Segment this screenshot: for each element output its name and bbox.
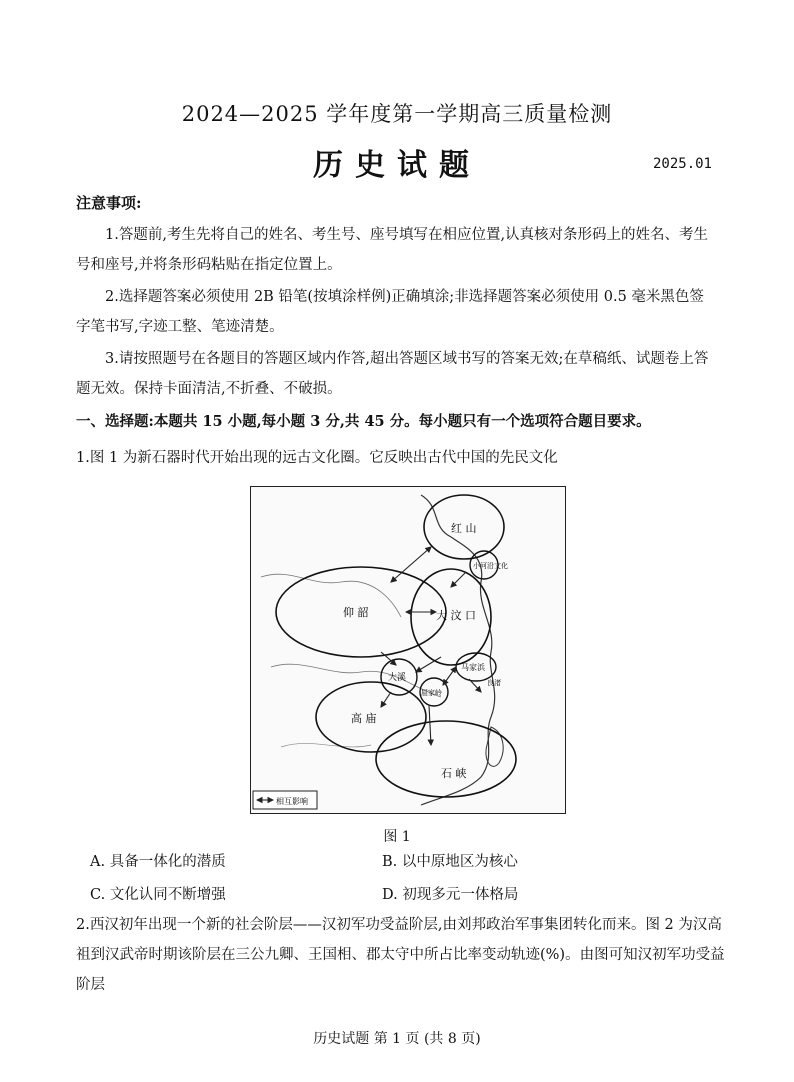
- label-xiaoheyan: 小河沿文化: [473, 562, 508, 570]
- influence-arrow: [391, 547, 431, 582]
- label-yangshao: 仰 韶: [343, 606, 369, 619]
- label-daxi: 大溪: [388, 673, 407, 683]
- notice-heading: 注意事项:: [76, 194, 142, 212]
- exam-date: 2025.01: [652, 156, 712, 172]
- influence-arrow: [416, 657, 441, 672]
- notice-item-3: 3.请按照题号在各题目的答题区域内作答,超出答题区域书写的答案无效;在草稿纸、试题卷上答题无效。保持卡面清洁,不折叠、不破损。: [76, 351, 709, 397]
- exam-title: 2024—2025 学年度第一学期高三质量检测: [181, 102, 613, 126]
- label-liangzhu: 良渚: [487, 679, 501, 687]
- legend-text: 相互影响: [276, 797, 308, 806]
- page-footer: 历史试题 第 1 页 (共 8 页): [313, 1031, 481, 1047]
- influence-arrow: [443, 667, 456, 685]
- section-title: 一、选择题:本题共 15 小题,每小题 3 分,共 45 分。每小题只有一个选项符合题目要求。: [76, 413, 651, 430]
- subject-title: 历史试题: [313, 148, 481, 183]
- label-qujialing: 屈家岭: [421, 689, 442, 697]
- option-a[interactable]: A. 具备一体化的潜质: [90, 854, 226, 870]
- figure-1-caption: 图 1: [383, 829, 411, 845]
- option-b[interactable]: B. 以中原地区为核心: [382, 854, 518, 870]
- influence-arrow: [381, 692, 391, 707]
- coastline: [421, 495, 495, 805]
- label-dawenkou: 大 汶 口: [436, 609, 476, 622]
- influence-arrow: [451, 572, 466, 587]
- notice-item-2: 2.选择题答案必须使用 2B 铅笔(按填涂样例)正确填涂;非选择题答案必须使用 0.5 毫米黑色签字笔书写,字迹工整、笔迹清楚。: [76, 289, 704, 335]
- option-c[interactable]: C. 文化认同不断增强: [90, 887, 226, 903]
- river-line: [281, 743, 371, 747]
- culture-map-svg: [251, 487, 565, 813]
- question-1-stem: 1.图 1 为新石器时代开始出现的远古文化圈。它反映出古代中国的先民文化: [76, 450, 558, 466]
- label-gaomiao: 高 庙: [351, 712, 377, 725]
- culture-map-figure: [250, 486, 566, 814]
- region-shixia: [376, 721, 516, 797]
- label-shixia: 石 峡: [441, 767, 467, 780]
- influence-arrow: [429, 705, 431, 745]
- notice-item-1: 1.答题前,考生先将自己的姓名、考生号、座号填写在相应位置,认真核对条形码上的姓名、考生号和座号,并将条形码粘贴在指定位置上。: [76, 227, 709, 273]
- label-hongshan: 红 山: [451, 522, 477, 535]
- option-d[interactable]: D. 初现多元一体格局: [382, 887, 519, 903]
- label-majiabang: 马家浜: [461, 663, 485, 672]
- question-2-stem: 2.西汉初年出现一个新的社会阶层——汉初军功受益阶层,由刘邦政治军事集团转化而来。图 2 为汉高祖到汉武帝时期该阶层在三公九卿、王国相、郡太守中所占比率变动轨迹(%)。由图可知汉初军功受益阶层: [76, 917, 725, 993]
